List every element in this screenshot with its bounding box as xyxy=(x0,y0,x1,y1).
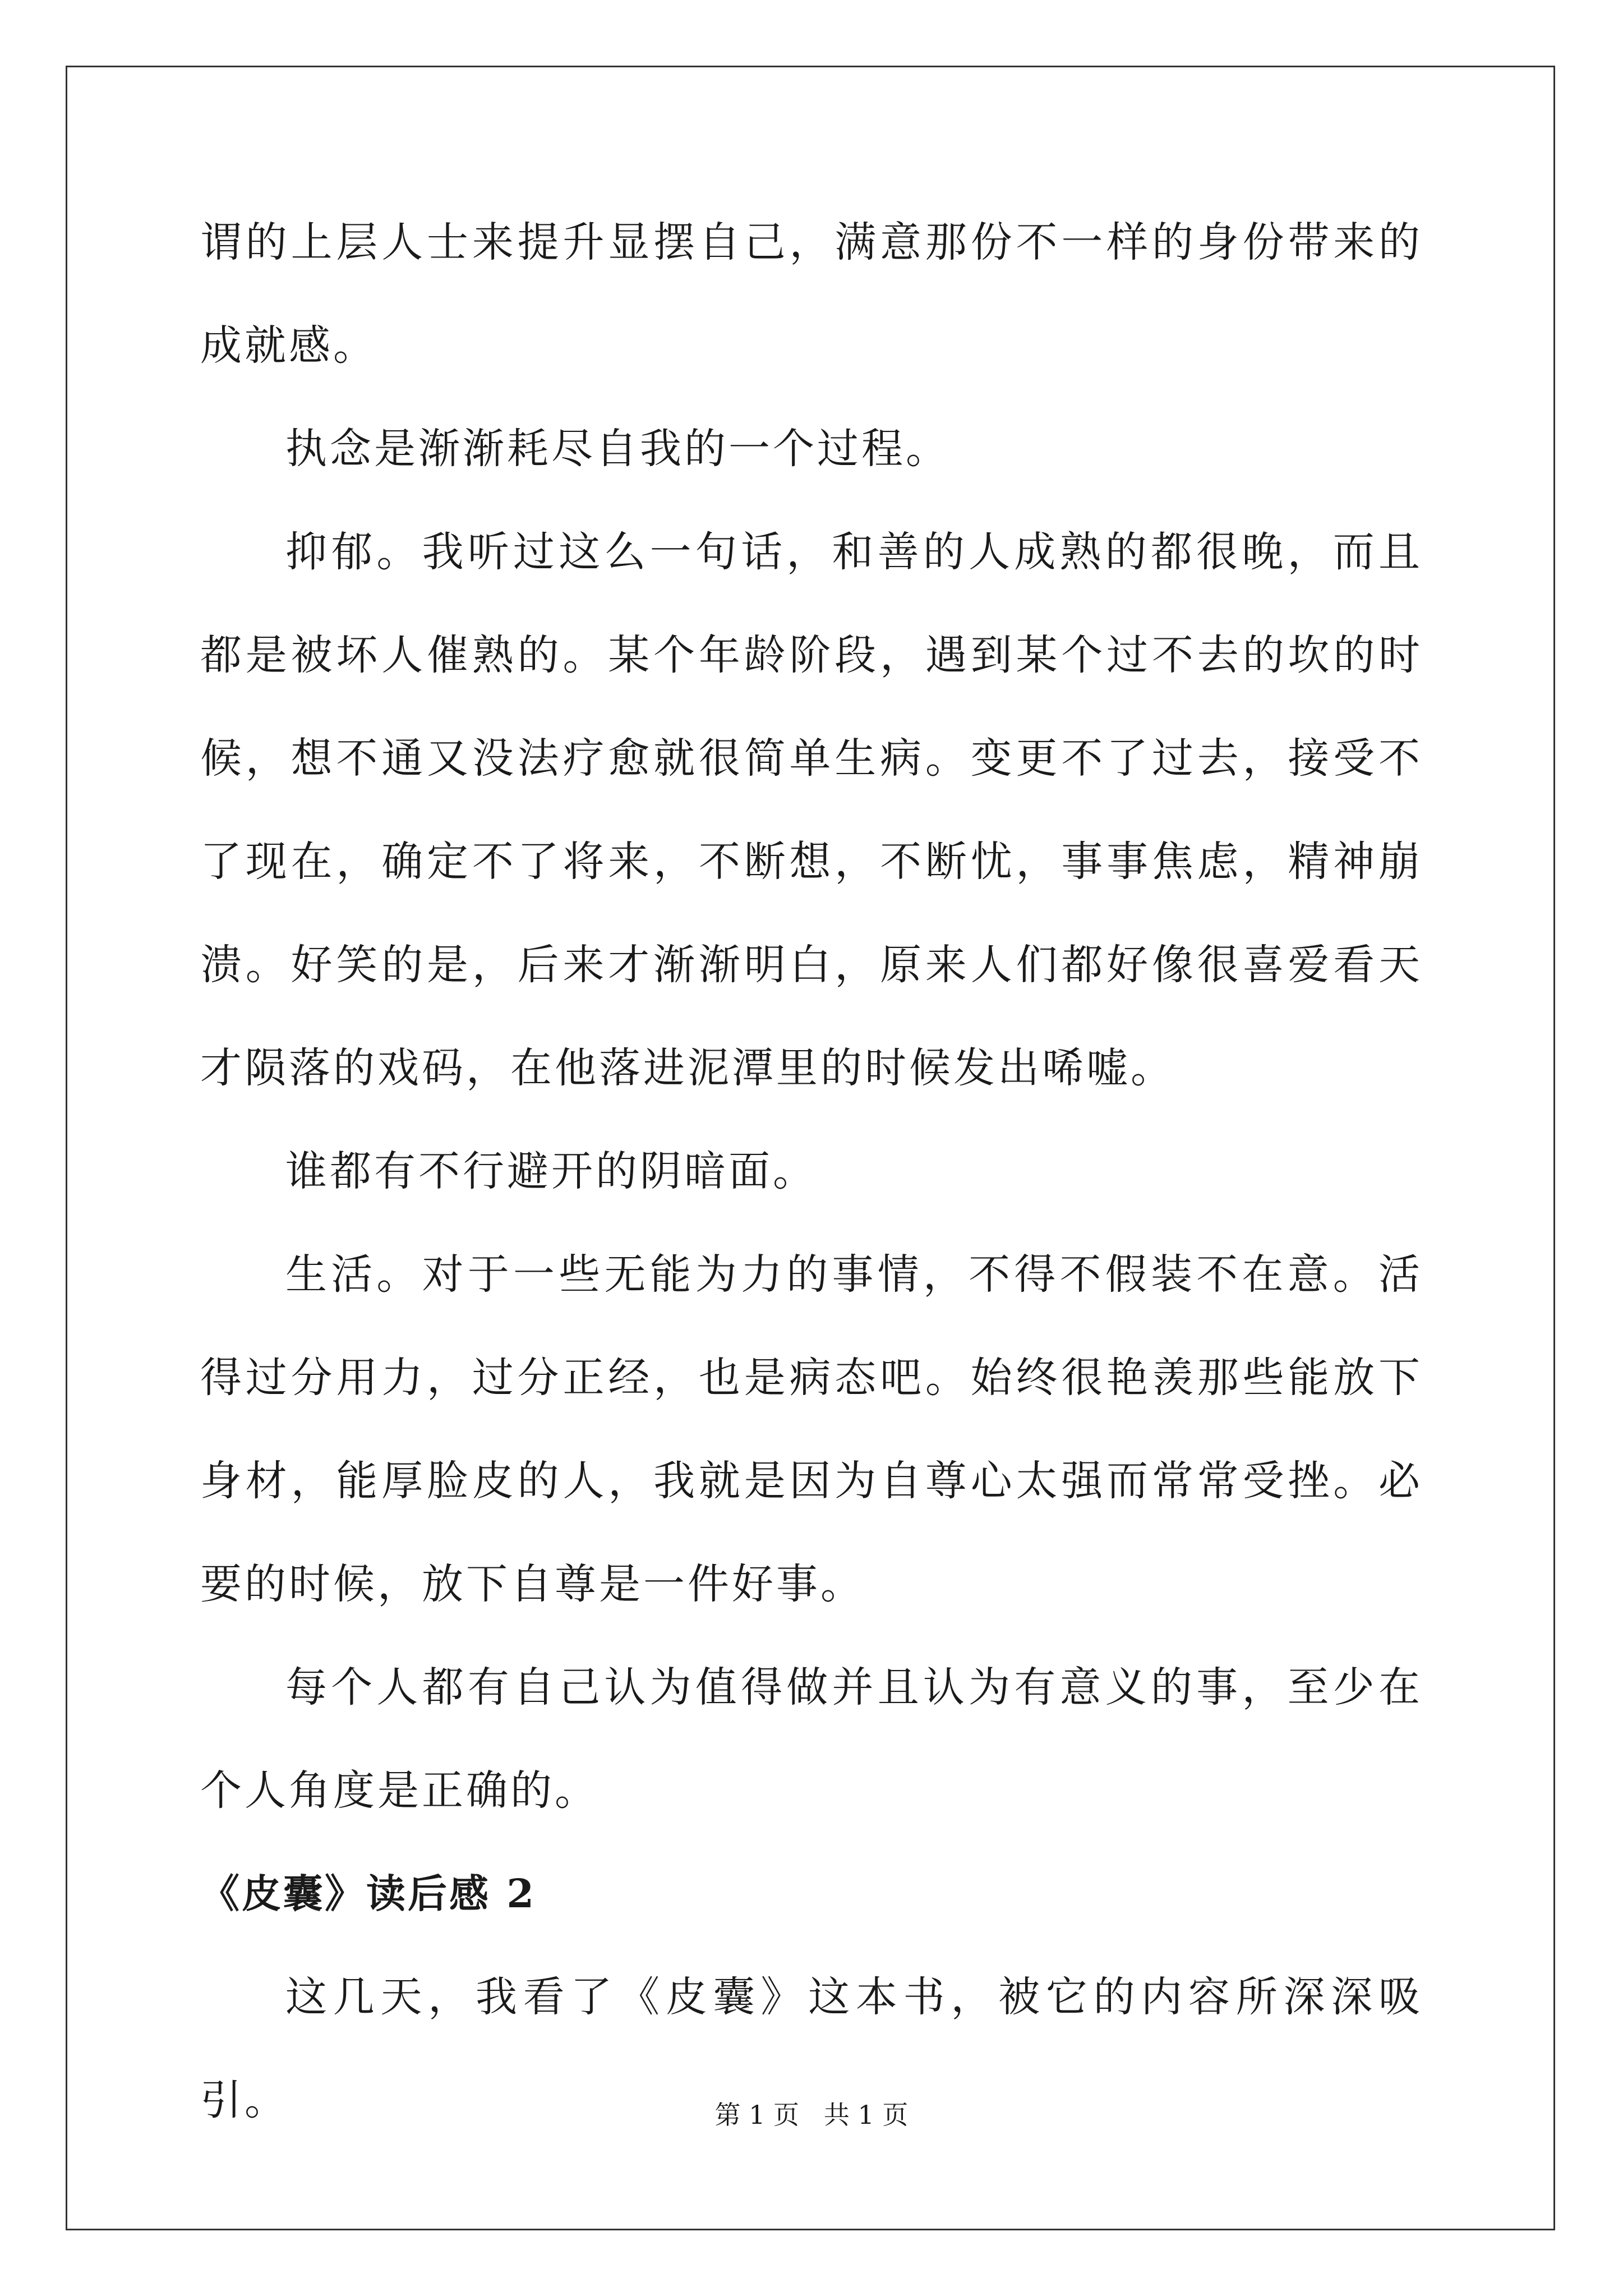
document-body xyxy=(200,191,1423,2152)
paragraph-7: 这几天，我看了《皮囊》这本书，被它的内容所深深吸引。 xyxy=(200,1973,1423,2124)
paragraph-5: 生活。对于一些无能为力的事情，不得不假装不在意。活得过分用力，过分正经，也是病态吧。始终很艳羡那些能放下身材，能厚脸皮的人，我就是因为自尊心太强而常常受挫。必要的时候，放下自尊是一件好事。 xyxy=(200,1250,1423,1608)
page-footer: 第 1 页 共 1 页 xyxy=(714,2100,909,2130)
paragraph-2: 执念是渐渐耗尽自我的一个过程。 xyxy=(285,425,950,473)
section-heading: 《皮囊》读后感 2 xyxy=(200,1870,537,1917)
paragraph-4: 谁都有不行避开的阴暗面。 xyxy=(285,1147,817,1195)
paragraph-6: 每个人都有自己认为值得做并且认为有意义的事，至少在个人角度是正确的。 xyxy=(200,1663,1423,1815)
paragraph-3: 抑郁。我听过这么一句话，和善的人成熟的都很晚，而且都是被坏人催熟的。某个年龄阶段，遇到某个过不去的坎的时候，想不通又没法疗愈就很简单生病。变更不了过去，接受不了现在，确定不了将来，不断想，不断忧，事事焦虑，精神崩溃。好笑的是，后来才渐渐明白，原来人们都好像很喜爱看天才陨落的戏码，在他落进泥潭里的时候发出唏嘘。 xyxy=(200,528,1423,1092)
paragraph-1: 谓的上层人士来提升显摆自己，满意那份不一样的身份带来的成就感。 xyxy=(200,218,1423,370)
